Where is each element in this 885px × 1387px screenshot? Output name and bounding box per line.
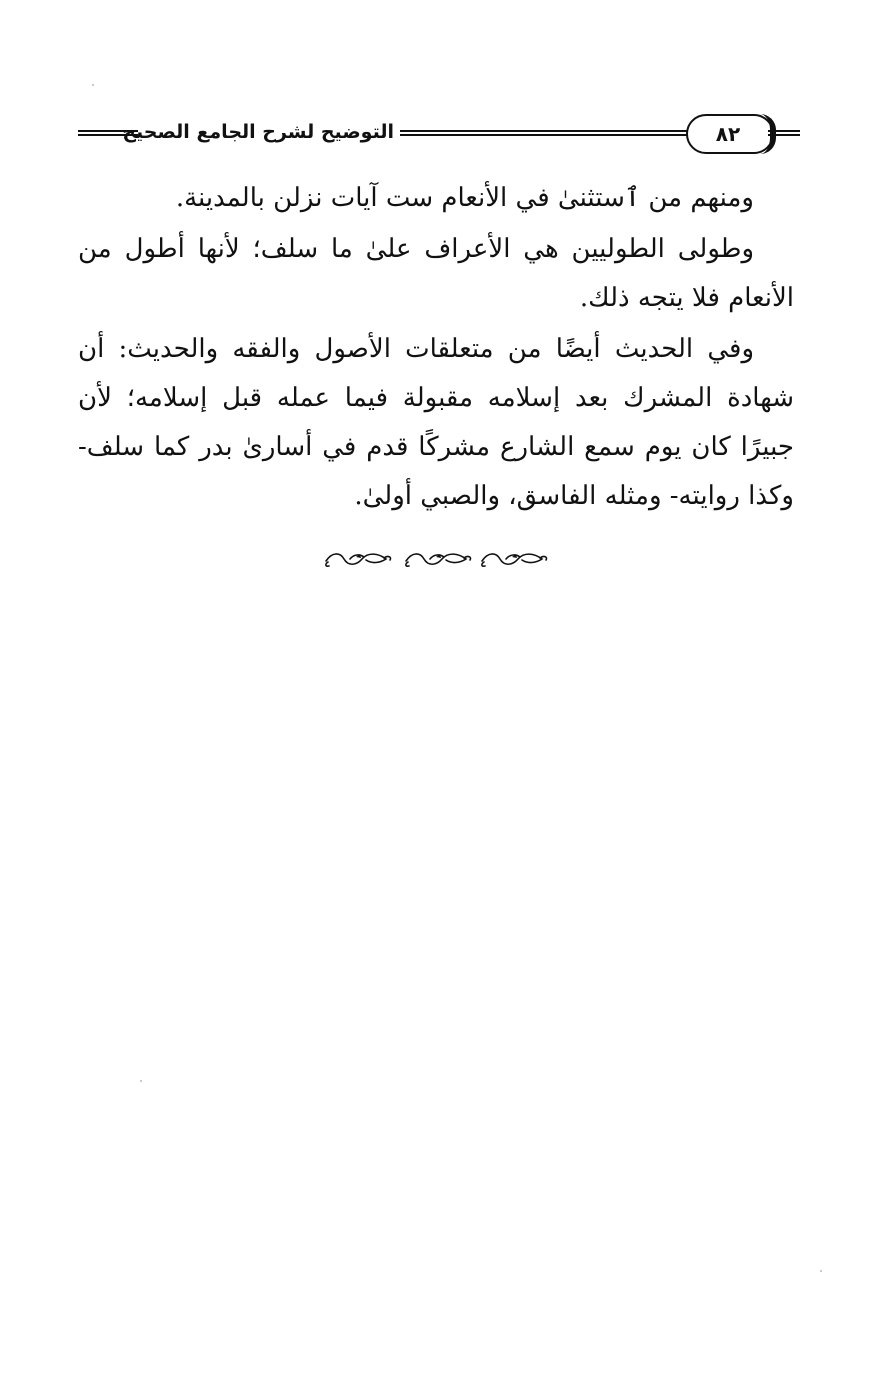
running-title: التوضيح لشرح الجامع الصحيح	[122, 121, 394, 143]
running-header	[78, 112, 800, 160]
paragraph: وفي الحديث أيضًا من متعلقات الأصول والفقه والحديث: أن شهادة المشرك بعد إسلامه مقبولة فيما عمله قبل إسلامه؛ لأن جبيرًا كان يوم سمع الشارع مشركًا قدم في أسارىٰ بدر كما سلف- وكذا روايته- ومثله الفاسق، والصبي أولىٰ.	[78, 334, 794, 511]
scan-speck	[140, 1080, 142, 1082]
floral-divider-icon	[322, 548, 548, 570]
scan-speck	[92, 84, 94, 86]
scan-speck	[820, 1270, 822, 1272]
header-rule-middle	[400, 130, 688, 136]
header-rule-right	[768, 130, 800, 136]
page-number-frame	[686, 114, 774, 154]
body-text	[78, 174, 794, 523]
paragraph: وطولى الطوليين هي الأعراف علىٰ ما سلف؛ لأنها أطول من الأنعام فلا يتجه ذلك.	[78, 234, 794, 313]
page-number: ٨٢	[715, 122, 741, 146]
paragraph: ومنهم من ٱستثنىٰ في الأنعام ست آيات نزلن بالمدينة.	[175, 183, 754, 213]
